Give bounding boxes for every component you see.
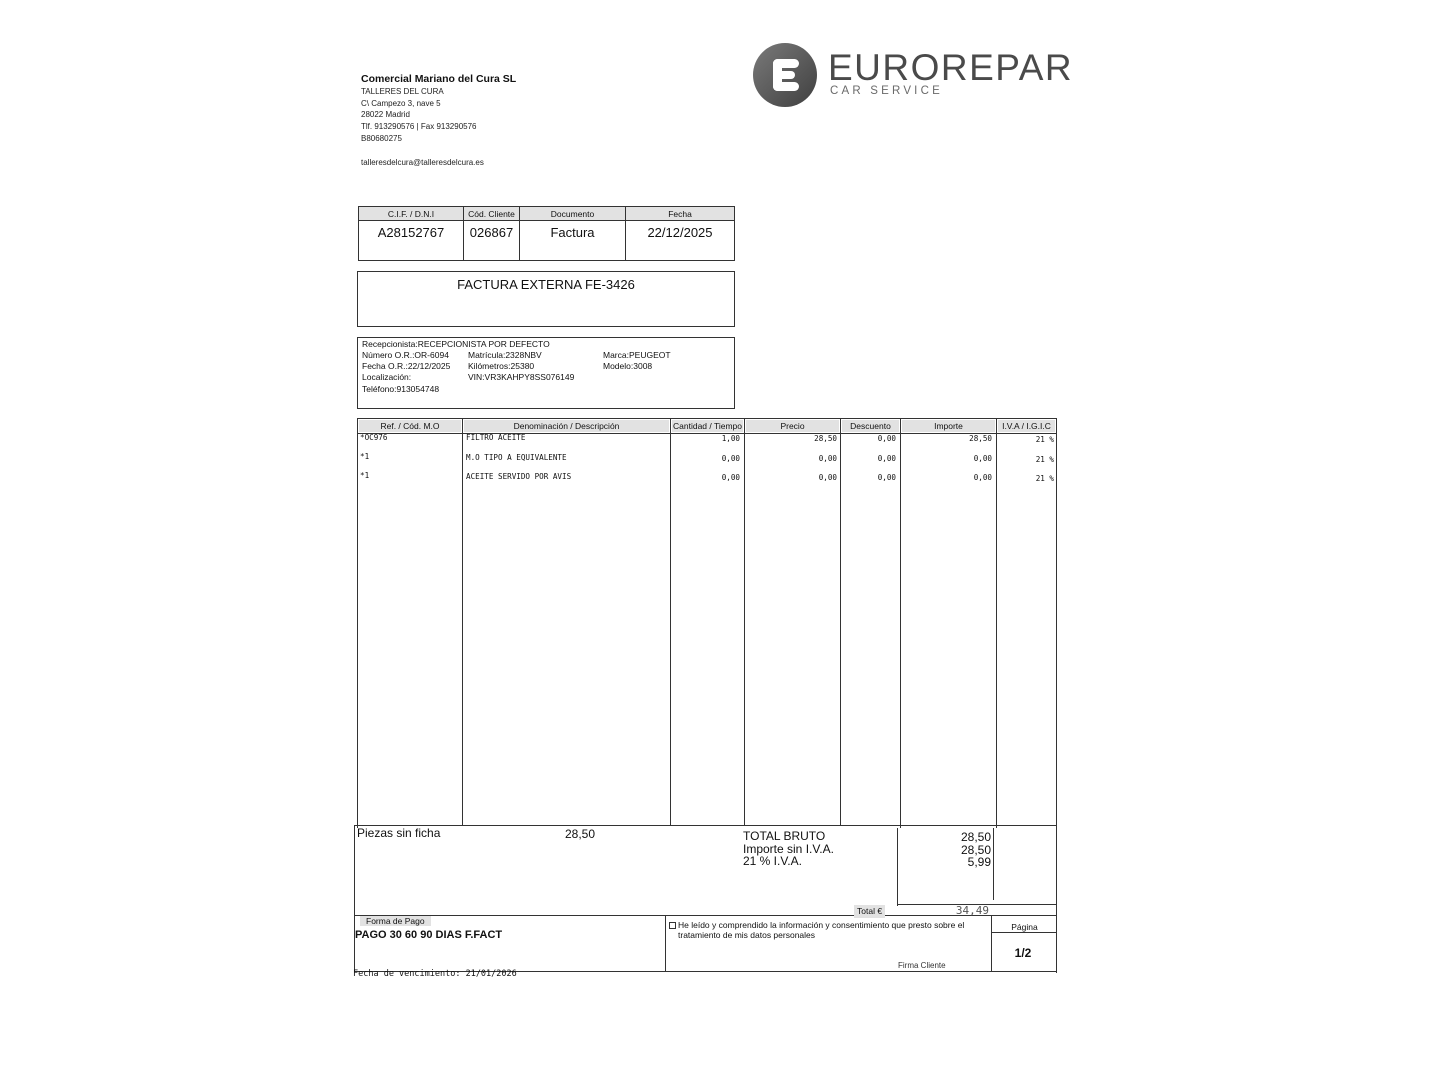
total-bruto-value: 28,50 — [960, 830, 991, 844]
column-divider — [462, 418, 463, 826]
row-descuento: 0,00 — [877, 454, 896, 463]
company-email: talleresdelcura@talleresdelcura.es — [361, 157, 484, 167]
logo-subtitle: CAR SERVICE — [830, 85, 943, 97]
modelo: Modelo:3008 — [603, 361, 653, 372]
piezas-sin-ficha-value: 28,50 — [565, 827, 596, 841]
row-precio: 0,00 — [818, 454, 837, 463]
summary-divider — [993, 828, 994, 900]
row-iva: 21 % — [1035, 455, 1054, 464]
column-divider — [840, 418, 841, 826]
vin: VIN:VR3KAHPY8SS076149 — [468, 372, 575, 383]
items-table — [354, 418, 1057, 975]
row-importe: 28,50 — [969, 434, 992, 443]
col-header-cantidad: Cantidad / Tiempo — [673, 421, 742, 431]
forma-de-pago-value: PAGO 30 60 90 DIAS F.FACT — [355, 929, 503, 941]
consent-line-2: tratamiento de mis datos personales — [678, 930, 816, 940]
table-border — [354, 825, 355, 971]
table-border — [357, 418, 358, 828]
company-block — [361, 72, 516, 168]
fecha-value: 22/12/2025 — [626, 221, 735, 261]
iva-value: 5,99 — [967, 855, 991, 869]
row-cantidad: 0,00 — [721, 473, 740, 482]
importe-sin-iva-label: Importe sin I.V.A. — [743, 842, 834, 856]
row-cantidad: 1,00 — [721, 434, 740, 443]
row-iva: 21 % — [1035, 435, 1054, 444]
eurorepar-logo — [753, 43, 1074, 111]
summary-divider — [897, 828, 898, 906]
row-ref: *OC976 — [360, 433, 388, 442]
header-cod-cliente: Cód. Cliente — [464, 207, 520, 221]
table-border — [1056, 418, 1057, 973]
logo-e-icon — [753, 43, 817, 107]
row-precio: 0,00 — [818, 473, 837, 482]
reception-box — [357, 337, 735, 409]
cod-cliente-value: 026867 — [464, 221, 520, 261]
consent-line-1: He leído y comprendido la información y consentimiento que presto sobre el — [678, 920, 965, 930]
row-description: ACEITE SERVIDO POR AVIS — [466, 472, 572, 481]
header-documento: Documento — [520, 207, 626, 221]
cif-value: A28152767 — [359, 221, 464, 261]
invoice-title: FACTURA EXTERNA FE-3426 — [457, 277, 635, 292]
payment-divider — [665, 915, 666, 971]
row-descuento: 0,00 — [877, 434, 896, 443]
consent-text — [669, 920, 964, 940]
col-header-iva: I.V.A / I.G.I.C — [998, 420, 1055, 432]
table-border — [354, 825, 1057, 826]
marca: Marca:PEUGEOT — [603, 350, 671, 360]
vehicle-info-column — [468, 350, 574, 384]
header-cif: C.I.F. / D.N.I — [359, 207, 464, 221]
vehicle-model-column — [603, 350, 671, 372]
order-number: Número O.R.:OR-6094 — [362, 350, 449, 360]
column-divider — [670, 418, 671, 826]
col-header-ref: Ref. / Cód. M.O — [359, 420, 461, 432]
recepcionista: Recepcionista:RECEPCIONISTA POR DEFECTO — [362, 339, 550, 349]
row-iva: 21 % — [1035, 474, 1054, 483]
importe-sin-iva-value: 28,50 — [960, 843, 991, 857]
row-description: FILTRO ACEITE — [466, 433, 526, 442]
company-line: C\ Campezo 3, nave 5 — [361, 98, 441, 108]
row-ref: *1 — [360, 471, 370, 480]
company-line: Tlf. 913290576 | Fax 913290576 — [361, 122, 477, 132]
row-descuento: 0,00 — [877, 473, 896, 482]
col-header-importe: Importe — [902, 420, 995, 432]
company-line: 28022 Madrid — [361, 110, 410, 120]
logo-wordmark: EUROREPAR — [828, 47, 1074, 88]
total-bruto-label: TOTAL BRUTO — [743, 829, 826, 843]
pagina-value: 1/2 — [1014, 946, 1032, 960]
col-header-descripcion: Denominación / Descripción — [464, 420, 669, 432]
row-importe: 0,00 — [973, 454, 992, 463]
row-precio: 28,50 — [814, 434, 837, 443]
iva-label: 21 % I.V.A. — [743, 854, 802, 868]
firma-cliente-label: Firma Cliente — [898, 961, 946, 970]
document-header-table — [358, 206, 735, 261]
column-divider — [900, 418, 901, 828]
row-importe: 0,00 — [973, 473, 992, 482]
row-cantidad: 0,00 — [721, 454, 740, 463]
company-line: TALLERES DEL CURA — [361, 87, 444, 96]
row-description: M.O TIPO A EQUIVALENTE — [466, 453, 567, 462]
column-divider — [996, 418, 997, 828]
col-header-precio: Precio — [746, 420, 839, 432]
fecha-vencimiento: Fecha de vencimiento: 21/01/2026 — [353, 969, 517, 979]
kilometros: Kilómetros:25380 — [468, 361, 535, 372]
company-line: B80680275 — [361, 133, 402, 143]
forma-de-pago-label: Forma de Pago — [360, 916, 431, 926]
column-divider — [744, 418, 745, 826]
telefono: Teléfono:913054748 — [362, 383, 440, 394]
company-name: Comercial Mariano del Cura SL — [361, 73, 517, 85]
row-ref: *1 — [360, 452, 370, 461]
consent-checkbox[interactable] — [669, 922, 676, 929]
header-fecha: Fecha — [626, 207, 735, 221]
localizacion: Localización: — [362, 372, 412, 383]
order-info-column — [362, 350, 450, 395]
invoice-title-box — [357, 271, 735, 327]
documento-value: Factura — [520, 221, 626, 261]
matricula: Matrícula:2328NBV — [468, 350, 542, 360]
col-header-descuento: Descuento — [842, 420, 899, 432]
total-value: 34,49 — [955, 904, 989, 917]
order-date: Fecha O.R.:22/12/2025 — [362, 361, 451, 372]
payment-divider — [991, 932, 1057, 933]
total-label: Total € — [854, 905, 885, 918]
pagina-label: Página — [1011, 922, 1038, 932]
piezas-sin-ficha-label: Piezas sin ficha — [357, 826, 441, 840]
